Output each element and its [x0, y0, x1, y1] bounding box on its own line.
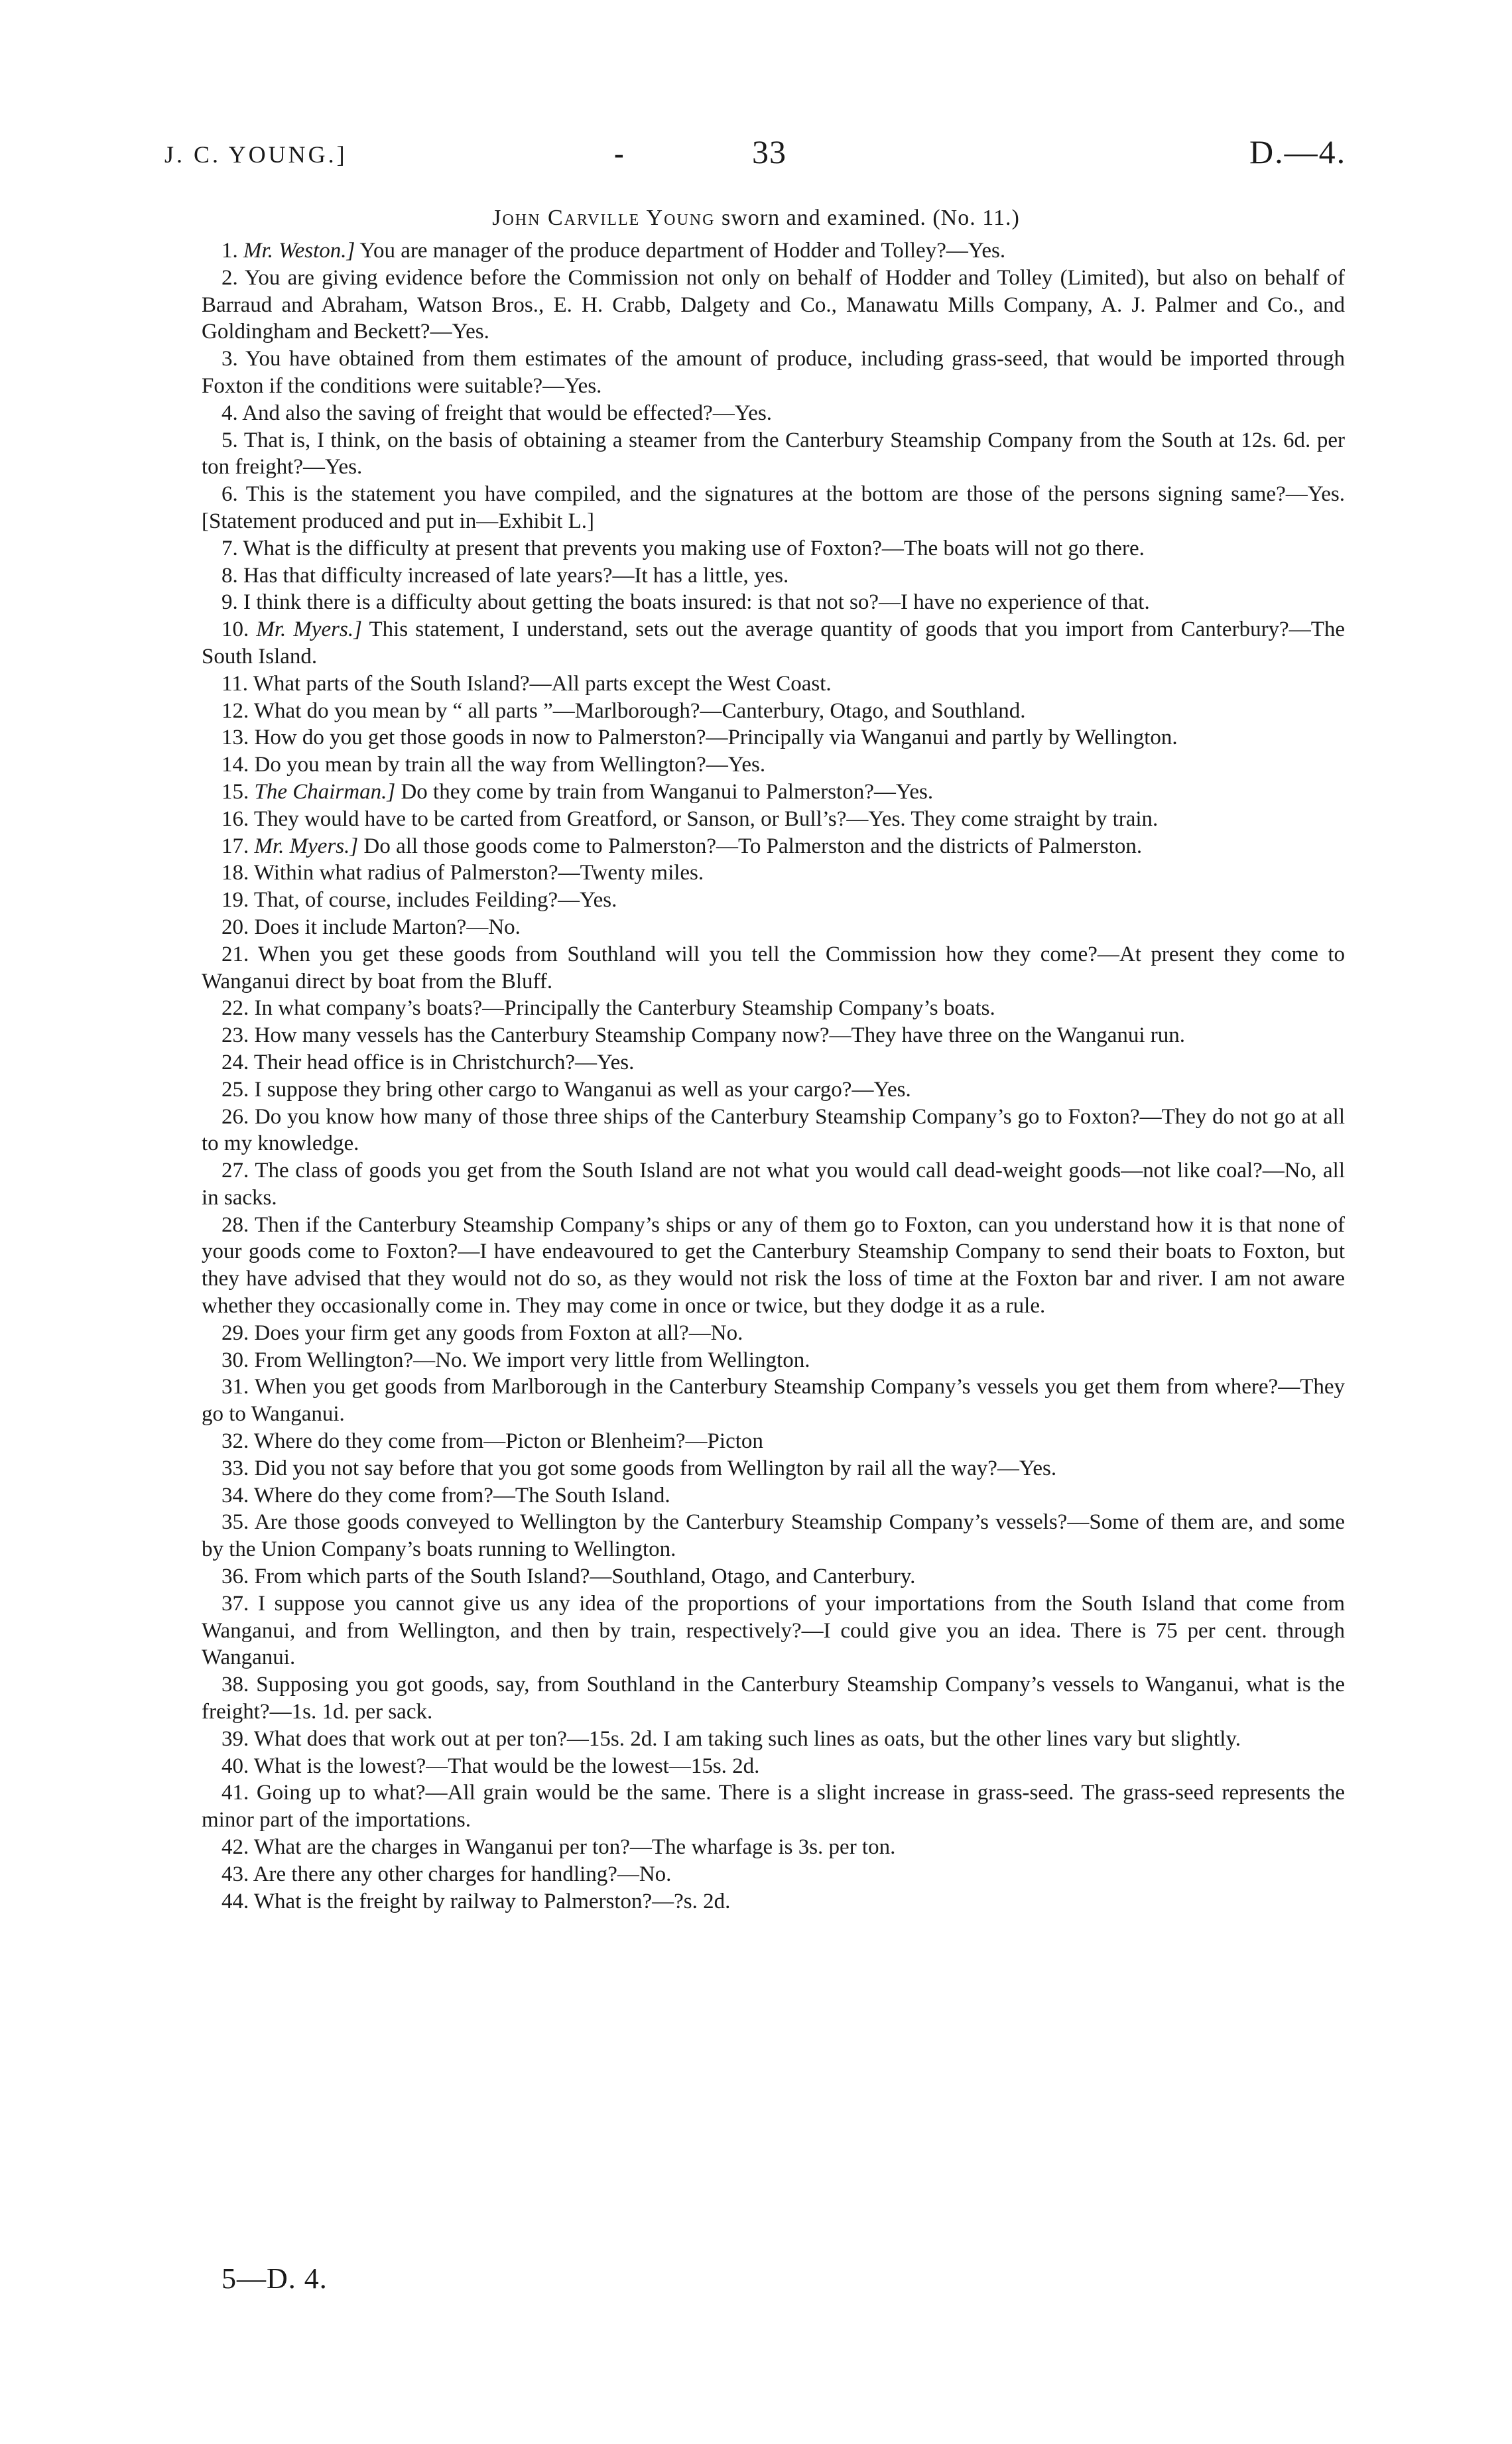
- evidence-paragraph: [202, 1563, 1345, 1590]
- witness-title-rest: sworn and examined.: [721, 206, 926, 230]
- evidence-paragraph: [202, 1212, 1345, 1320]
- evidence-paragraph: [202, 481, 1345, 535]
- question-answer-text: Did you not say before that you got some goods from Wellington by rail all the way?—Yes.: [254, 1456, 1057, 1480]
- question-answer-text: That is, I think, on the basis of obtaining a steamer from the Canterbury Steamship Company from the South at 12s. 6d. per ton freight?—Yes.: [202, 428, 1346, 480]
- question-number: 2.: [221, 265, 238, 290]
- evidence-paragraph: [202, 995, 1345, 1022]
- evidence-paragraph: [202, 779, 1345, 806]
- question-number: 32.: [221, 1429, 249, 1454]
- question-number: 34.: [221, 1483, 249, 1508]
- question-answer-text: Their head office is in Christchurch?—Yes.: [253, 1050, 635, 1074]
- question-number: 39.: [221, 1726, 249, 1751]
- question-answer-text: You are giving evidence before the Commission not only on behalf of Hodder and Tolley (Limited), but also on behalf of Barraud and Abraham, Watson Bros., E. H. Crabb, Dalgety and Co., Manawatu Mills Company, A. J. Palmer and Co., and Goldingham and Beckett?—Yes.: [202, 265, 1345, 344]
- question-number: 42.: [221, 1835, 249, 1860]
- speaker-label: The Chairman.]: [254, 779, 396, 804]
- evidence-paragraph: [202, 1779, 1345, 1834]
- question-number: 25.: [221, 1077, 249, 1102]
- evidence-body: [202, 237, 1345, 1915]
- evidence-paragraph: [202, 1753, 1345, 1780]
- evidence-paragraph: [202, 698, 1345, 725]
- question-answer-text: Are those goods conveyed to Wellington by the Canterbury Steamship Company’s vessels?—Some of them are, and some by the Union Company’s boats running to Wellington.: [202, 1510, 1345, 1562]
- question-answer-text: The class of goods you get from the South Island are not what you would call dead-weight goods—not like coal?—No, all in sacks.: [202, 1159, 1346, 1210]
- evidence-paragraph: [202, 1157, 1345, 1212]
- question-number: 20.: [221, 915, 249, 939]
- question-answer-text: I think there is a difficulty about getting the boats insured: is that not so?—I have no experience of that.: [243, 590, 1150, 615]
- question-number: 36.: [221, 1565, 249, 1589]
- question-number: 12.: [221, 698, 249, 723]
- question-answer-text: Does it include Marton?—No.: [254, 915, 521, 939]
- evidence-paragraph: [202, 1320, 1345, 1347]
- evidence-paragraph: [202, 616, 1345, 671]
- question-answer-text: Do all those goods come to Palmerston?—To Palmerston and the districts of Palmerston.: [363, 834, 1143, 858]
- question-answer-text: How do you get those goods in now to Palmerston?—Principally via Wanganui and partly by Wellington.: [254, 726, 1178, 750]
- question-answer-text: Do you know how many of those three ships of the Canterbury Steamship Company’s go to Foxton?—They do not go at all to my knowledge.: [202, 1104, 1345, 1156]
- evidence-paragraph: [202, 1049, 1345, 1076]
- evidence-paragraph: [202, 1482, 1345, 1510]
- question-answer-text: This is the statement you have compiled, and the signatures at the bottom are those of the persons signing same?—Yes. [Statement produced and put in—Exhibit L.]: [202, 482, 1345, 533]
- evidence-paragraph: [202, 1374, 1345, 1428]
- speaker-label: Mr. Myers.]: [256, 617, 362, 642]
- question-number: 37.: [221, 1591, 249, 1616]
- question-number: 28.: [221, 1212, 249, 1237]
- question-number: 22.: [221, 996, 249, 1021]
- evidence-paragraph: [202, 1455, 1345, 1482]
- evidence-paragraph: [202, 1590, 1345, 1671]
- running-head-witness: J. C. YOUNG.]: [164, 141, 347, 168]
- question-number: 9.: [221, 590, 238, 615]
- question-number: 43.: [221, 1862, 249, 1886]
- evidence-paragraph: [202, 1076, 1345, 1104]
- question-answer-text: When you get goods from Marlborough in the Canterbury Steamship Company’s vessels you get them from where?—They go to Wanganui.: [202, 1375, 1345, 1427]
- question-number: 13.: [221, 726, 249, 750]
- evidence-paragraph: [202, 941, 1345, 996]
- evidence-paragraph: [202, 914, 1345, 941]
- question-answer-text: You are manager of the produce department of Hodder and Tolley?—Yes.: [359, 239, 1006, 263]
- question-number: 29.: [221, 1320, 249, 1345]
- question-answer-text: Going up to what?—All grain would be the same. There is a slight increase in grass-seed. The grass-seed represents the minor part of the importations.: [202, 1781, 1346, 1833]
- question-number: 27.: [221, 1159, 249, 1183]
- evidence-paragraph: [202, 724, 1345, 751]
- question-answer-text: Supposing you got goods, say, from Southland in the Canterbury Steamship Company’s vessels to Wanganui, what is the freight?—1s. 1d. per sack.: [202, 1673, 1346, 1724]
- question-answer-text: What is the lowest?—That would be the lowest—15s. 2d.: [253, 1754, 760, 1778]
- evidence-paragraph: [202, 1347, 1345, 1374]
- question-answer-text: Are there any other charges for handling?—No.: [253, 1862, 672, 1886]
- question-answer-text: I suppose they bring other cargo to Wanganui as well as your cargo?—Yes.: [254, 1077, 911, 1102]
- question-number: 6.: [221, 482, 238, 507]
- speaker-label: Mr. Weston.]: [243, 239, 355, 263]
- evidence-paragraph: [202, 1888, 1345, 1915]
- question-answer-text: What are the charges in Wanganui per ton?—The wharfage is 3s. per ton.: [253, 1835, 896, 1860]
- evidence-paragraph: [202, 1509, 1345, 1563]
- question-number: 8.: [221, 563, 238, 588]
- question-answer-text: What is the difficulty at present that prevents you making use of Foxton?—The boats will not go there.: [243, 536, 1145, 560]
- evidence-paragraph: [202, 1726, 1345, 1753]
- question-number: 19.: [221, 888, 249, 913]
- question-answer-text: What parts of the South Island?—All parts except the West Coast.: [253, 671, 832, 696]
- evidence-paragraph: [202, 1834, 1345, 1861]
- evidence-paragraph: [202, 1861, 1345, 1888]
- question-answer-text: Do you mean by train all the way from Wellington?—Yes.: [254, 753, 766, 777]
- evidence-paragraph: [202, 400, 1345, 427]
- question-number: 16.: [221, 806, 249, 831]
- question-number: 23.: [221, 1023, 249, 1048]
- question-answer-text: What is the freight by railway to Palmerston?—?s. 2d.: [253, 1889, 731, 1913]
- question-answer-text: From Wellington?—No. We import very little from Wellington.: [254, 1348, 810, 1372]
- evidence-paragraph: [202, 589, 1345, 616]
- question-number: 10.: [221, 617, 249, 642]
- question-number: 30.: [221, 1348, 249, 1372]
- question-number: 18.: [221, 861, 249, 885]
- question-number: 26.: [221, 1104, 249, 1129]
- question-answer-text: Has that difficulty increased of late years?—It has a little, yes.: [243, 563, 789, 588]
- question-number: 15.: [221, 779, 249, 804]
- witness-title: [0, 206, 1512, 231]
- evidence-paragraph: [202, 535, 1345, 562]
- question-number: 17.: [221, 834, 249, 858]
- question-number: 33.: [221, 1456, 249, 1480]
- question-number: 14.: [221, 753, 249, 777]
- question-number: 4.: [221, 401, 238, 425]
- question-answer-text: You have obtained from them estimates of the amount of produce, including grass-seed, that would be imported through Foxton if the conditions were suitable?—Yes.: [202, 347, 1345, 398]
- question-number: 41.: [221, 1781, 249, 1805]
- evidence-paragraph: [202, 265, 1345, 346]
- evidence-paragraph: [202, 1428, 1345, 1455]
- question-answer-text: Do they come by train from Wanganui to Palmerston?—Yes.: [401, 779, 934, 804]
- witness-number: (No. 11.): [932, 206, 1020, 230]
- question-number: 1.: [221, 239, 238, 263]
- evidence-paragraph: [202, 1104, 1345, 1158]
- question-number: 40.: [221, 1754, 249, 1778]
- question-answer-text: Then if the Canterbury Steamship Company’s ships or any of them go to Foxton, can you understand how it is that none of your goods come to Foxton?—I have endeavoured to get the Canterbury Steamship Company to send their boats to Foxton, but they have advised that they would not do so, as they would not risk the loss of time at the Foxton bar and river. I am not aware whether they occasionally come in. They may come in once or twice, but they dodge it as a rule.: [202, 1212, 1345, 1318]
- question-answer-text: What do you mean by “ all parts ”—Marlborough?—Canterbury, Otago, and Southland.: [253, 698, 1026, 723]
- question-number: 11.: [221, 671, 249, 696]
- question-number: 21.: [221, 942, 249, 966]
- evidence-paragraph: [202, 346, 1345, 400]
- question-answer-text: They would have to be carted from Greatford, or Sanson, or Bull’s?—Yes. They come straight by train.: [253, 806, 1159, 831]
- question-number: 31.: [221, 1375, 249, 1399]
- document-reference: D.—4.: [1249, 133, 1347, 170]
- question-answer-text: This statement, I understand, sets out the average quantity of goods that you import from Canterbury?—The South Island.: [202, 617, 1346, 669]
- evidence-paragraph: [202, 562, 1345, 590]
- evidence-paragraph: [202, 887, 1345, 914]
- question-number: 35.: [221, 1510, 249, 1535]
- evidence-paragraph: [202, 860, 1345, 887]
- evidence-paragraph: [202, 1022, 1345, 1049]
- evidence-paragraph: [202, 671, 1345, 698]
- question-number: 5.: [221, 428, 238, 452]
- evidence-paragraph: [202, 237, 1345, 265]
- question-answer-text: How many vessels has the Canterbury Steamship Company now?—They have three on the Wanganui run.: [254, 1023, 1185, 1048]
- evidence-paragraph: [202, 833, 1345, 860]
- evidence-paragraph: [202, 427, 1345, 482]
- question-answer-text: And also the saving of freight that would be effected?—Yes.: [242, 401, 773, 425]
- question-answer-text: When you get these goods from Southland will you tell the Commission how they come?—At present they come to Wanganui direct by boat from the Bluff.: [202, 942, 1345, 994]
- signature-mark: 5—D. 4.: [221, 2262, 328, 2295]
- question-answer-text: In what company’s boats?—Principally the Canterbury Steamship Company’s boats.: [254, 996, 995, 1021]
- witness-name: John Carville Young: [492, 206, 716, 230]
- question-answer-text: I suppose you cannot give us any idea of the proportions of your importations from the South Island that come from Wanganui, and from Wellington, and then by train, respectively?—I could give you an idea. There is 75 per cent. through Wanganui.: [202, 1591, 1346, 1670]
- question-answer-text: Where do they come from—Picton or Blenheim?—Picton: [253, 1429, 763, 1454]
- evidence-paragraph: [202, 806, 1345, 833]
- running-head-dash: -: [614, 137, 625, 170]
- question-answer-text: Where do they come from?—The South Island.: [253, 1483, 670, 1508]
- question-answer-text: What does that work out at per ton?—15s. 2d. I am taking such lines as oats, but the other lines vary but slightly.: [253, 1726, 1241, 1751]
- page-number: 33: [752, 133, 787, 170]
- question-number: 38.: [221, 1673, 249, 1697]
- evidence-paragraph: [202, 1671, 1345, 1726]
- question-number: 3.: [221, 347, 238, 371]
- question-number: 24.: [221, 1050, 249, 1074]
- evidence-paragraph: [202, 751, 1345, 779]
- speaker-label: Mr. Myers.]: [254, 834, 359, 858]
- question-number: 7.: [221, 536, 238, 560]
- question-answer-text: That, of course, includes Feilding?—Yes.: [253, 888, 617, 913]
- question-answer-text: Does your firm get any goods from Foxton at all?—No.: [254, 1320, 743, 1345]
- question-answer-text: From which parts of the South Island?—Southland, Otago, and Canterbury.: [254, 1565, 916, 1589]
- question-number: 44.: [221, 1889, 249, 1913]
- question-answer-text: Within what radius of Palmerston?—Twenty miles.: [253, 861, 704, 885]
